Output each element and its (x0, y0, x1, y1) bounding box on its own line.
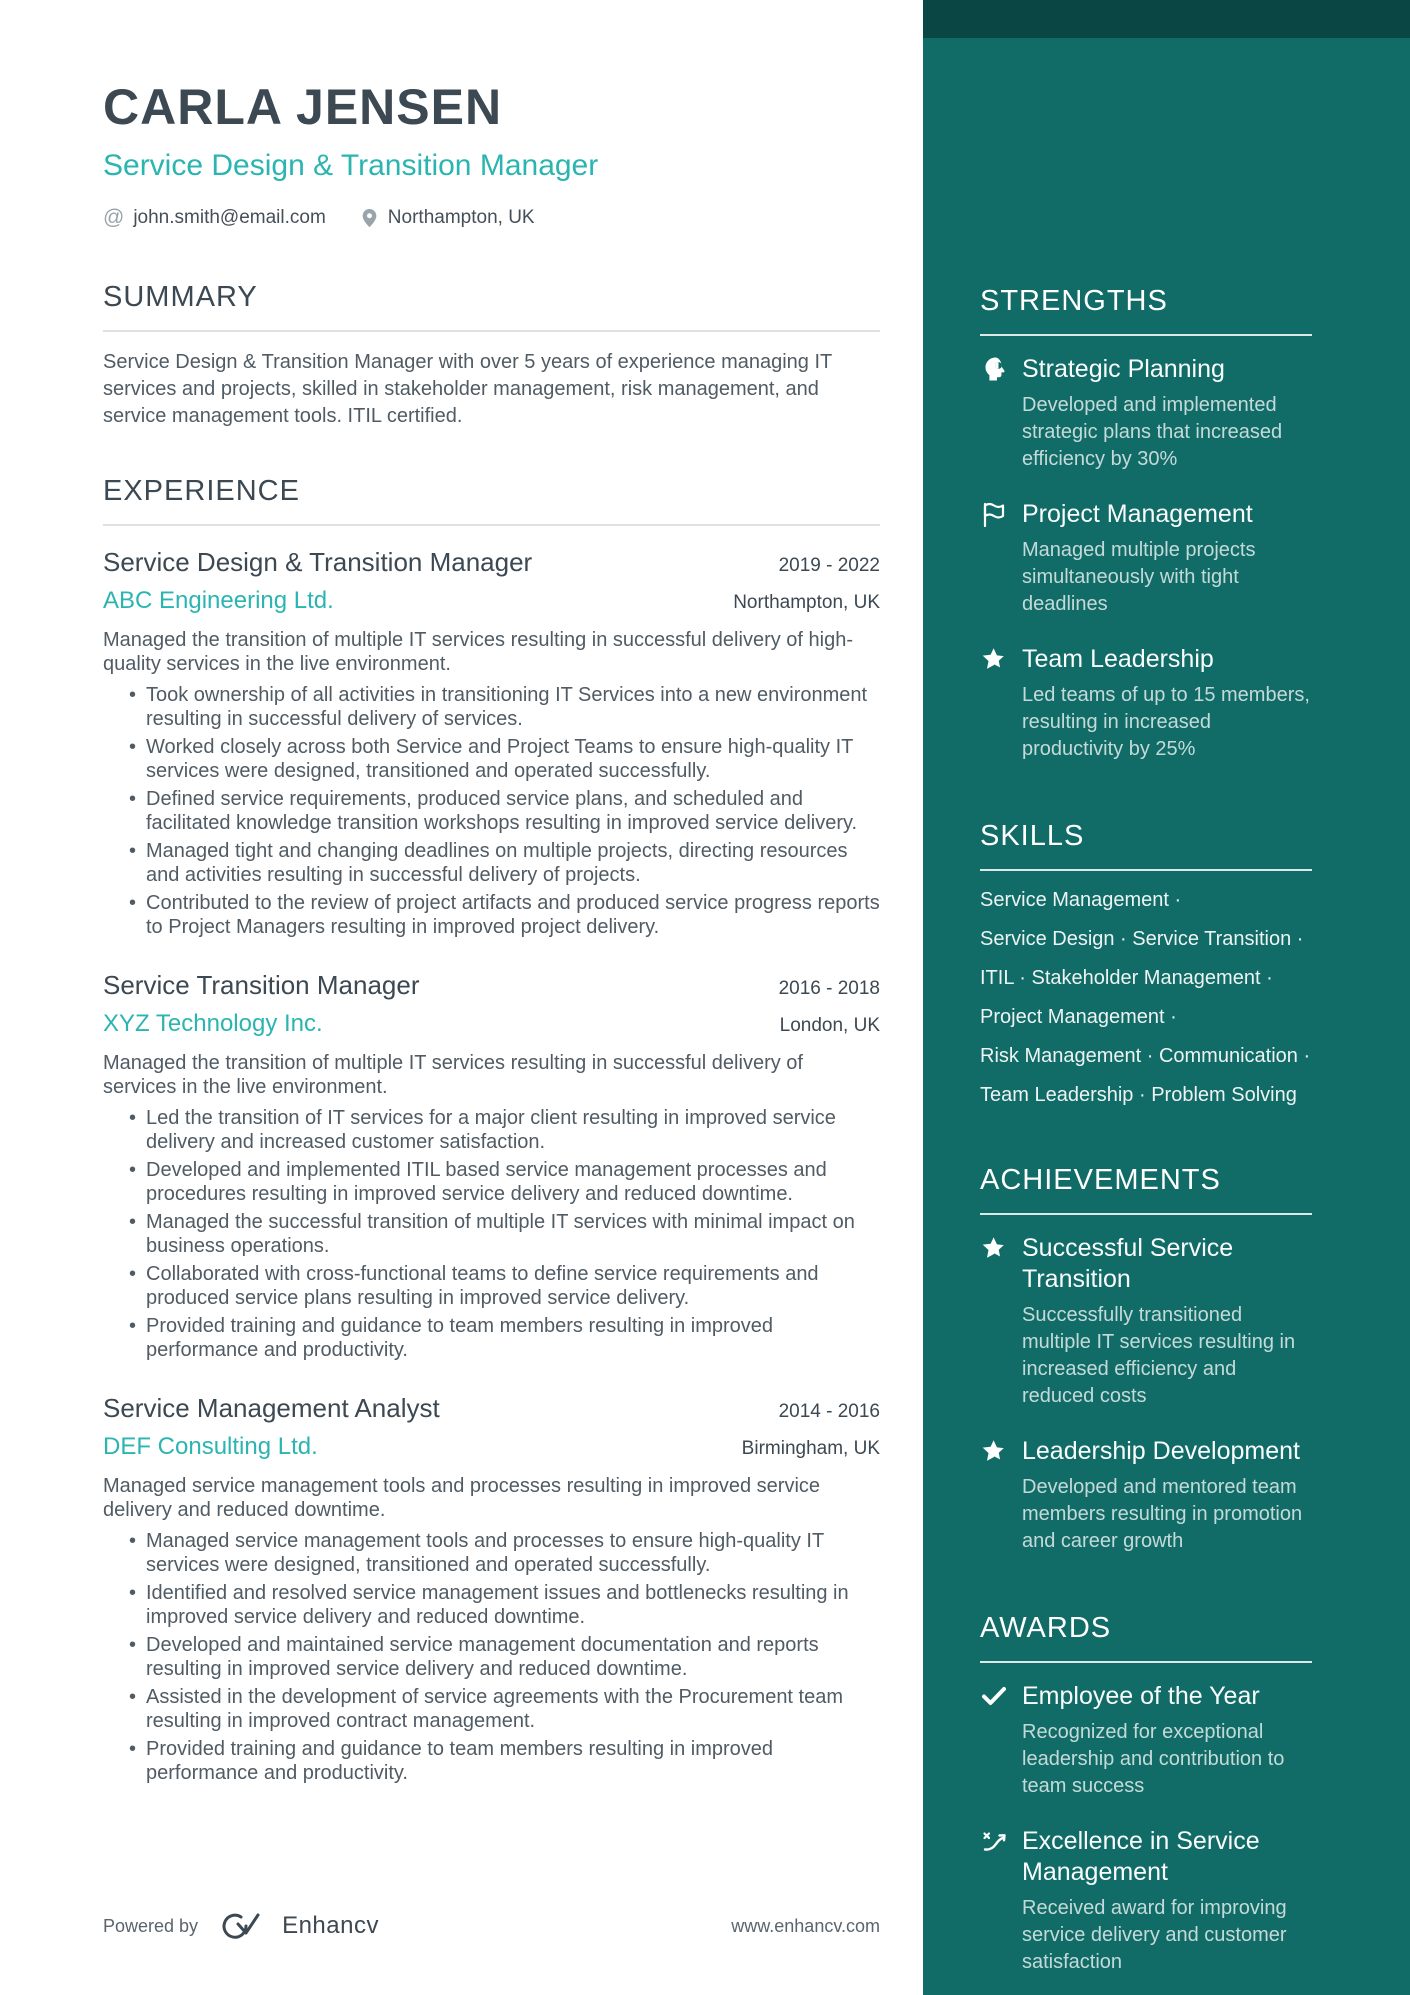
skills-heading: SKILLS (980, 819, 1312, 871)
award-item (980, 1681, 1312, 1800)
resume-header (103, 78, 880, 230)
bullet-item: • Led the transition of IT services for a major client resulting in improved service delivery and increased customer satisfaction. (129, 1106, 880, 1154)
mind-icon (980, 355, 1008, 383)
sidebar-content (923, 0, 1410, 1995)
location-pin-icon (360, 207, 379, 229)
bullet-item: • Developed and maintained service management documentation and reports resulting in improved service delivery and reduced downtime. (129, 1633, 880, 1681)
location-text: Northampton, UK (387, 207, 535, 228)
bullet-item: • Defined service requirements, produced service plans, and scheduled and facilitated knowledge transition workshops resulting in improved service delivery. (129, 787, 880, 835)
strength-item (980, 499, 1312, 618)
bullet-item: • Assisted in the development of service agreements with the Procurement team resulting in improved contract management. (129, 1685, 880, 1733)
bullet-item: • Provided training and guidance to team members resulting in improved performance and productivity. (129, 1314, 880, 1362)
job-company: XYZ Technology Inc. (103, 1010, 323, 1037)
job-dates: 2019 - 2022 (778, 555, 880, 576)
experience-heading: EXPERIENCE (103, 474, 880, 526)
bullet-item: • Managed tight and changing deadlines on multiple projects, directing resources and activities resulting in successful delivery of projects. (129, 839, 880, 887)
summary-section (103, 280, 880, 430)
job-title: Service Design & Transition Manager (103, 547, 533, 577)
bullet-item: • Provided training and guidance to team members resulting in improved performance and productivity. (129, 1737, 880, 1785)
skill-line: ITIL · Stakeholder Management · (980, 967, 1273, 989)
achievement-text: Successfully transitioned multiple IT services resulting in increased efficiency and reduced costs (1022, 1304, 1296, 1407)
achievement-item (980, 1233, 1312, 1410)
bullet-item: • Contributed to the review of project artifacts and produced service progress reports to Project Managers resulting in improved project delivery. (129, 891, 880, 939)
strength-item (980, 644, 1312, 763)
job-bullets (103, 1106, 880, 1362)
strength-title: Strategic Planning (1022, 355, 1225, 383)
job-location: Birmingham, UK (741, 1438, 880, 1459)
bullet-item: • Developed and implemented ITIL based service management processes and procedures resulting in improved service delivery and reduced downtime. (129, 1158, 880, 1206)
skill-line: Service Management · (980, 889, 1182, 911)
job-title: Service Transition Manager (103, 970, 420, 1000)
job-entry (103, 546, 880, 939)
award-title: Employee of the Year (1022, 1682, 1260, 1710)
achievements-section (980, 1163, 1312, 1555)
enhancv-wordmark: Enhancv (282, 1912, 379, 1939)
skill-line: Risk Management · Communication · (980, 1045, 1311, 1067)
job-entry (103, 1392, 880, 1785)
job-title: Service Management Analyst (103, 1393, 440, 1423)
achievements-heading: ACHIEVEMENTS (980, 1163, 1312, 1215)
enhancv-logo-icon (218, 1911, 262, 1941)
strengths-heading: STRENGTHS (980, 284, 1312, 336)
experience-section (103, 474, 880, 1785)
job-company: ABC Engineering Ltd. (103, 587, 334, 614)
job-location: London, UK (779, 1015, 880, 1036)
powered-by-label: Powered by (103, 1915, 199, 1936)
strength-title: Team Leadership (1022, 645, 1214, 673)
strength-item (980, 354, 1312, 473)
strength-text: Developed and implemented strategic plans that increased efficiency by 30% (1022, 394, 1283, 470)
awards-section (980, 1611, 1312, 1976)
email-text: john.smith@email.com (133, 207, 326, 228)
job-bullets (103, 683, 880, 939)
award-title: Excellence in Service Management (1022, 1827, 1260, 1886)
star-icon (980, 1437, 1008, 1465)
sidebar (923, 0, 1410, 1995)
award-text: Recognized for exceptional leadership and contribution to team success (1022, 1721, 1285, 1797)
achievement-title: Successful Service Transition (1022, 1234, 1234, 1293)
job-dates: 2014 - 2016 (778, 1401, 880, 1422)
job-bullets (103, 1529, 880, 1785)
skill-line: Project Management · (980, 1006, 1177, 1028)
achievement-title: Leadership Development (1022, 1437, 1300, 1465)
job-location: Northampton, UK (733, 592, 880, 613)
check-icon (980, 1682, 1008, 1710)
flag-icon (980, 500, 1008, 528)
strength-text: Managed multiple projects simultaneously with tight deadlines (1022, 539, 1256, 615)
contact-location (360, 207, 535, 229)
job-summary: Managed the transition of multiple IT services resulting in successful delivery of services in the live environment. (103, 1052, 803, 1098)
contact-row (103, 206, 880, 230)
award-text: Received award for improving service delivery and customer satisfaction (1022, 1897, 1287, 1973)
job-entry (103, 969, 880, 1362)
awards-heading: AWARDS (980, 1611, 1312, 1663)
strength-text: Led teams of up to 15 members, resulting in increased productivity by 25% (1022, 684, 1310, 760)
powered-by[interactable] (103, 1911, 379, 1941)
bullet-item: • Managed service management tools and processes to ensure high-quality IT services were designed, transitioned and operated successfully. (129, 1529, 880, 1577)
page-footer (103, 1911, 880, 1941)
website-url[interactable]: www.enhancv.com (731, 1915, 880, 1936)
job-summary: Managed the transition of multiple IT services resulting in successful delivery of high-quality services in the live environment. (103, 629, 853, 675)
achievement-item (980, 1436, 1312, 1555)
job-summary: Managed service management tools and processes resulting in improved service delivery and reduced downtime. (103, 1475, 821, 1521)
bullet-item: • Identified and resolved service management issues and bottlenecks resulting in improved service delivery and reduced downtime. (129, 1581, 880, 1629)
skill-line: Team Leadership · Problem Solving (980, 1084, 1297, 1106)
bullet-item: • Collaborated with cross-functional teams to define service requirements and produced service plans resulting in improved service delivery. (129, 1262, 880, 1310)
contact-email[interactable] (103, 206, 326, 230)
candidate-title: Service Design & Transition Manager (103, 149, 599, 182)
star-icon (980, 1234, 1008, 1262)
main-column (103, 0, 880, 1789)
bullet-item: • Managed the successful transition of multiple IT services with minimal impact on business operations. (129, 1210, 880, 1258)
job-dates: 2016 - 2018 (778, 978, 880, 999)
email-at-icon: @ (103, 206, 125, 229)
achievement-text: Developed and mentored team members resulting in promotion and career growth (1022, 1476, 1303, 1552)
route-arrow-icon (980, 1827, 1008, 1855)
job-company: DEF Consulting Ltd. (103, 1433, 318, 1460)
award-item (980, 1826, 1312, 1976)
star-icon (980, 645, 1008, 673)
candidate-name: CARLA JENSEN (103, 79, 503, 135)
bullet-item: • Took ownership of all activities in transitioning IT Services into a new environment resulting in successful delivery of services. (129, 683, 880, 731)
summary-heading: SUMMARY (103, 280, 880, 332)
bullet-item: • Worked closely across both Service and Project Teams to ensure high-quality IT services were designed, transitioned and operated successfully. (129, 735, 880, 783)
strengths-section (980, 284, 1312, 763)
skill-line: Service Design · Service Transition · (980, 928, 1304, 950)
strength-title: Project Management (1022, 500, 1253, 528)
skills-section (980, 819, 1312, 1107)
summary-text: Service Design & Transition Manager with over 5 years of experience managing IT services and projects, skilled in stakeholder management, risk management, and service management tools. ITIL certified. (103, 351, 832, 427)
